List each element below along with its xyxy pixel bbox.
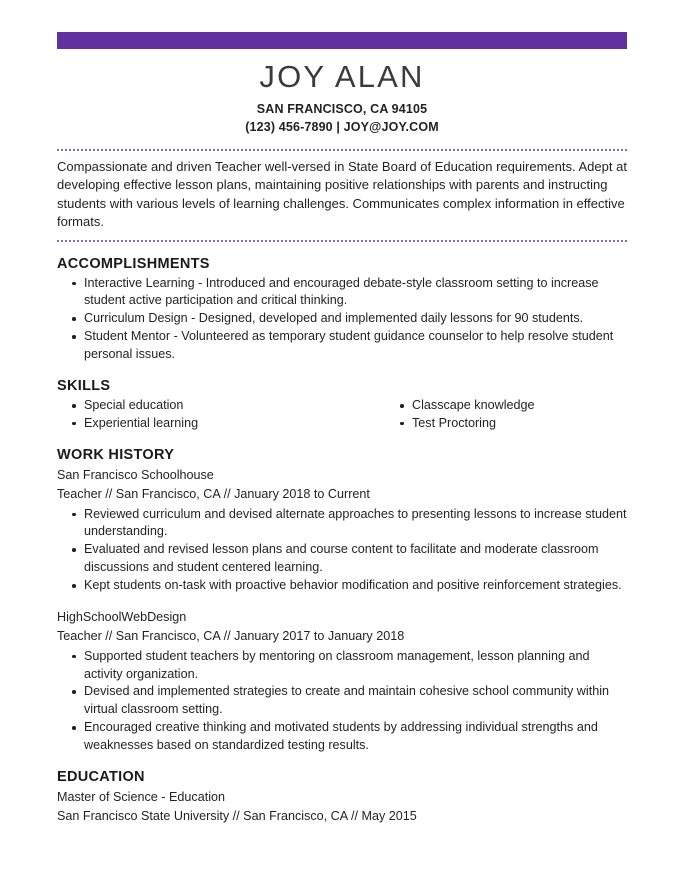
list-item: Curriculum Design - Designed, developed and implemented daily lessons for 90 students.	[57, 310, 627, 328]
skills-grid	[57, 397, 627, 433]
header-accent-bar	[57, 32, 627, 49]
resume-header	[0, 0, 684, 136]
education-heading: EDUCATION	[57, 768, 145, 785]
work-history-heading: WORK HISTORY	[57, 446, 175, 463]
candidate-contact: (123) 456-7890 | JOY@JOY.COM	[245, 119, 439, 134]
list-item: Encouraged creative thinking and motivated students by addressing individual strengths and weaknesses based on standardized testing results.	[57, 719, 627, 755]
skills-list-left	[57, 397, 342, 433]
job-entry	[57, 466, 627, 595]
list-item: Student Mentor - Volunteered as temporary student guidance counselor to help resolve student personal issues.	[57, 328, 627, 364]
list-item: Devised and implemented strategies to create and maintain cohesive school community within virtual classroom setting.	[57, 683, 627, 719]
skills-column-right	[342, 397, 627, 433]
skills-section	[57, 378, 627, 433]
summary-section	[57, 149, 627, 242]
job-company: HighSchoolWebDesign	[57, 609, 187, 624]
job-bullets	[57, 648, 627, 755]
job-meta: Teacher // San Francisco, CA // January 2018 to Current	[57, 486, 370, 501]
resume-content	[0, 149, 684, 826]
accomplishments-heading: ACCOMPLISHMENTS	[57, 255, 210, 272]
education-degree: Master of Science - Education	[57, 789, 225, 804]
skills-heading: SKILLS	[57, 377, 111, 394]
skills-list-right	[385, 397, 627, 433]
job-entry	[57, 608, 627, 755]
candidate-address: SAN FRANCISCO, CA 94105	[256, 101, 428, 116]
list-item: Test Proctoring	[385, 415, 627, 433]
job-bullets	[57, 506, 627, 595]
skills-column-left	[57, 397, 342, 433]
list-item: Supported student teachers by mentoring on classroom management, lesson planning and activity organization.	[57, 648, 627, 684]
list-item: Interactive Learning - Introduced and encouraged debate-style classroom setting to increase student active participation and critical thinking.	[57, 275, 627, 311]
work-history-section	[57, 447, 627, 755]
list-item: Kept students on-task with proactive behavior modification and positive reinforcement strategies.	[57, 577, 627, 595]
candidate-name: JOY ALAN	[259, 59, 425, 94]
accomplishments-section	[57, 256, 627, 364]
accomplishments-list	[57, 275, 627, 364]
list-item: Classcape knowledge	[385, 397, 627, 415]
summary-text: Compassionate and driven Teacher well-versed in State Board of Education requirements. Adept at developing effective lesson plans, maintaining positive relationships with parents and instructing students with various levels of learning challenges. Communicates complex information in effective formats.	[57, 158, 627, 230]
list-item: Reviewed curriculum and devised alternate approaches to presenting lessons to increase student understanding.	[57, 506, 627, 542]
list-item: Experiential learning	[57, 415, 342, 433]
list-item: Special education	[57, 397, 342, 415]
job-company: San Francisco Schoolhouse	[57, 467, 214, 482]
job-meta: Teacher // San Francisco, CA // January 2017 to January 2018	[57, 628, 405, 643]
education-section	[57, 769, 627, 826]
list-item: Evaluated and revised lesson plans and course content to facilitate and moderate classroom discussions and student centered learning.	[57, 541, 627, 577]
education-institution: San Francisco State University // San Francisco, CA // May 2015	[57, 808, 417, 823]
